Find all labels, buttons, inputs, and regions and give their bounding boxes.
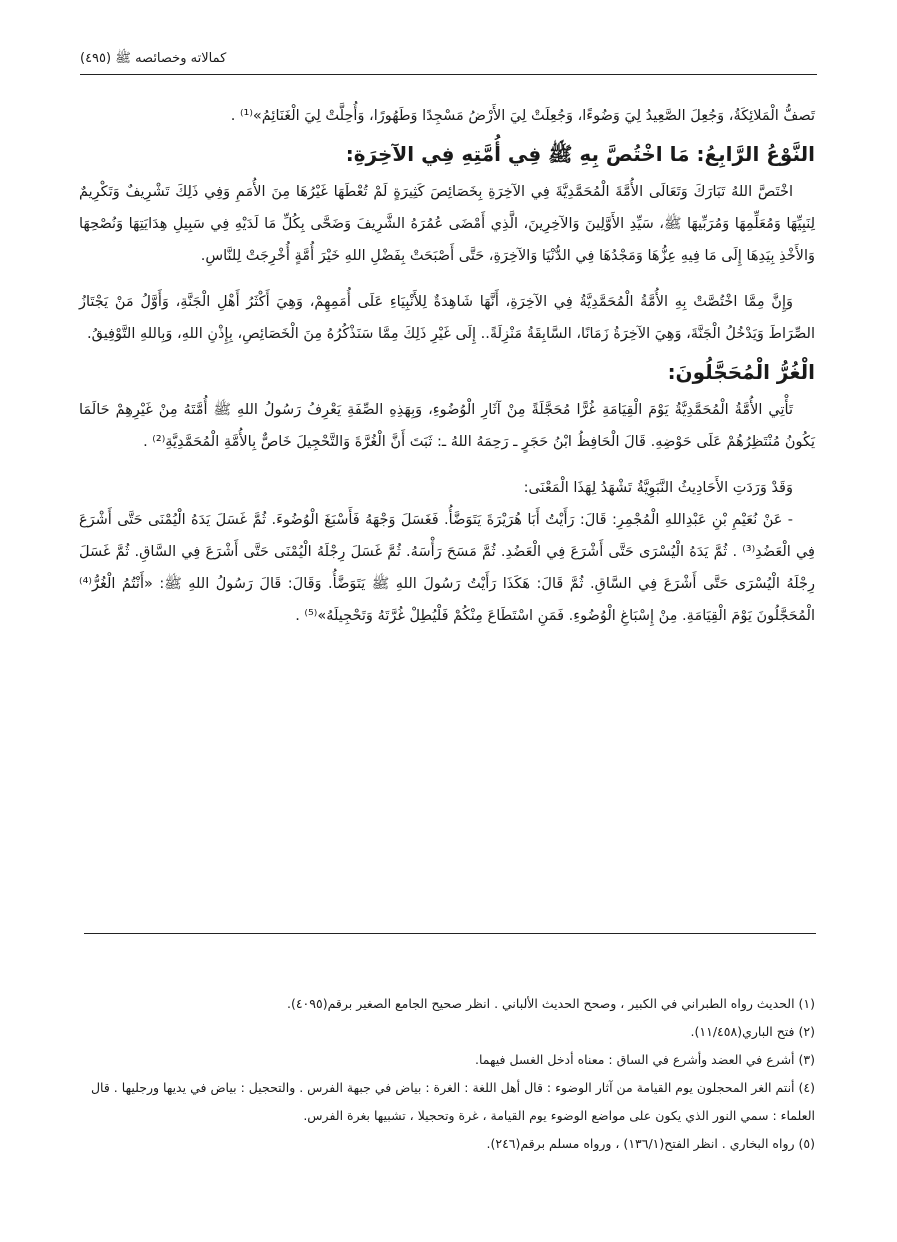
section-heading: النَّوْعُ الرَّابِعُ: مَا اخْتُصَّ بِهِ ﷺ فِي أُمَّتِهِ فِي الآخِرَةِ: (345, 142, 815, 166)
footnote-rule (84, 933, 816, 934)
running-head: كمالاته وخصائصه ﷺ (٤٩٥) (80, 51, 227, 66)
footnote: (٥) رواه البخاري . انظر الفتح(١٣٦/١) ، ورواه مسلم برقم(٢٤٦). (486, 1136, 815, 1151)
main-text (79, 100, 815, 632)
footnote: (٤) أنتم الغر المحجلون يوم القيامة من آثار الوضوء : قال أهل اللغة : الغرة : بياض في جبهة الفرس . والتحجيل : بياض في يديها ورجليها . قال العلماء : سمي النور الذي يكون على مواضع الوضوء يوم القيامة ، غرة وتحجيلا ، تشبيها بغرة الفرس. (90, 1080, 815, 1123)
paragraph: وَإِنَّ مِمَّا اخْتُصَّتْ بِهِ الأُمَّةُ الْمُحَمَّدِيَّةُ فِي الآخِرَةِ، أَنَّهَا شَاهِدَةٌ لِلأَنْبِيَاءِ عَلَى أُمَمِهِمْ، وَهِيَ أَكْثَرُ أَهْلِ الْجَنَّةِ، وَأَوَّلُ مَنْ يَجْتَازُ الصِّرَاطَ وَيَدْخُلُ الْجَنَّةَ، وَهِيَ الآخِرَةُ زَمَانًا، السَّابِقَةُ مَنْزِلَةً.. إِلَى غَيْرِ ذَلِكَ مِمَّا سَنَذْكُرُهُ مِنَ الْخَصَائِصِ، بِإِذْنِ اللهِ، وَبِاللهِ التَّوْفِيقُ. (79, 294, 815, 342)
hadith-paragraph: - عَنْ نُعَيْمِ بْنِ عَبْدِاللهِ الْمُجْمِرِ: قَالَ: رَأَيْتُ أَبَا هُرَيْرَةَ يَتَوَضَّأُ. فَغَسَلَ وَجْهَهُ فَأَسْبَغَ الْوُضُوءَ. ثُمَّ غَسَلَ يَدَهُ الْيُمْنَى حَتَّى أَشْرَعَ فِي الْعَضُدِ⁽³⁾ . ثُمَّ يَدَهُ الْيُسْرَى حَتَّى أَشْرَعَ فِي الْعَضُدِ. ثُمَّ مَسَحَ رَأْسَهُ. ثُمَّ غَسَلَ رِجْلَهُ الْيُمْنَى حَتَّى أَشْرَعَ فِي السَّاقِ. ثُمَّ غَسَلَ رِجْلَهُ الْيُسْرَى حَتَّى أَشْرَعَ فِي السَّاقِ. ثُمَّ قَالَ: هَكَذَا رَأَيْتُ رَسُولَ اللهِ ﷺ يَتَوَضَّأُ. وَقَالَ: قَالَ رَسُولُ اللهِ ﷺ: «أَنْتُمُ الْغُرُّ⁽⁴⁾ الْمُحَجَّلُونَ يَوْمَ الْقِيَامَةِ. مِنْ إِسْبَاغِ الْوُضُوءِ. فَمَنِ اسْتَطَاعَ مِنْكُمْ فَلْيُطِلْ غُرَّتَهُ وَتَحْجِيلَهُ»⁽⁵⁾ . (79, 512, 815, 624)
footnote: (٣) أشرع في العضد وأشرع في الساق : معناه أدخل الغسل فيهما. (474, 1052, 815, 1067)
paragraph: تَأْتِي الأُمَّةُ الْمُحَمَّدِيَّةُ يَوْمَ الْقِيَامَةِ غُرًّا مُحَجَّلَةً مِنْ آثَارِ الْوُضُوءِ، وَبِهَذِهِ الصِّفَةِ يَعْرِفُ رَسُولُ اللهِ ﷺ أُمَّتَهُ مِنْ غَيْرِهِمْ حَالَمَا يَكُونُ مُنْتَظِرُهُمْ عَلَى حَوْضِهِ. قَالَ الْحَافِظُ ابْنُ حَجَرٍ ـ رَحِمَهُ اللهُ ـ: ثَبَتَ أَنَّ الْغُرَّةَ وَالتَّحْجِيلَ خَاصٌّ بِالأُمَّةِ الْمُحَمَّدِيَّةِ⁽²⁾ . (79, 402, 815, 450)
paragraph: وَقَدْ وَرَدَتِ الأَحَادِيثُ النَّبَوِيَّةُ تَشْهَدُ لِهَذَا الْمَعْنَى: (523, 480, 793, 496)
paragraph: اخْتَصَّ اللهُ تَبَارَكَ وَتَعَالَى الأُمَّةَ الْمُحَمَّدِيَّةَ فِي الآخِرَةِ بِخَصَائِصَ كَثِيرَةٍ لَمْ تُعْطَهَا غَيْرُهَا مِنَ الأُمَمِ وَفِي ذَلِكَ تَشْرِيفٌ وَتَكْرِيمٌ لِنَبِيِّهَا وَمُعَلِّمِهَا وَمُرَبِّيهَا ﷺ، سَيِّدِ الأَوَّلِينَ وَالآخِرِينَ، الَّذِي أَمْضَى عُمُرَهُ الشَّرِيفَ وَضَحَّى بِكُلِّ مَا لَدَيْهِ فِي سَبِيلِ هِدَايَتِهَا وَنُصْحِهَا وَالأَخْذِ بِيَدِهَا إِلَى مَا فِيهِ عِزُّهَا وَمَجْدُهَا فِي الدُّنْيَا وَالآخِرَةِ، حَتَّى أَصْبَحَتْ بِفَضْلِ اللهِ خَيْرَ أُمَّةٍ أُخْرِجَتْ لِلنَّاسِ. (79, 184, 815, 264)
footnote: (٢) فتح الباري(١١/٤٥٨). (690, 1024, 815, 1039)
subsection-heading: الْغُرُّ الْمُحَجَّلُونَ: (667, 360, 815, 384)
footnote: (١) الحديث رواه الطبراني في الكبير ، وصحح الحديث الألباني . انظر صحيح الجامع الصغير برقم(٤٠٩٥). (286, 996, 815, 1011)
paragraph-continuation: تَصفُّ الْمَلائِكَةُ، وَجُعِلَ الصَّعِيدُ لِيَ وَضُوءًا، وَجُعِلَتْ لِيَ الأَرْضُ مَسْجِدًا وَطَهُورًا، وَأُحِلَّتْ لِيَ الْغَنَائِمُ»⁽¹⁾ . (230, 108, 815, 124)
header-rule (80, 74, 817, 75)
page-header (80, 50, 817, 76)
footnotes (79, 990, 815, 1158)
